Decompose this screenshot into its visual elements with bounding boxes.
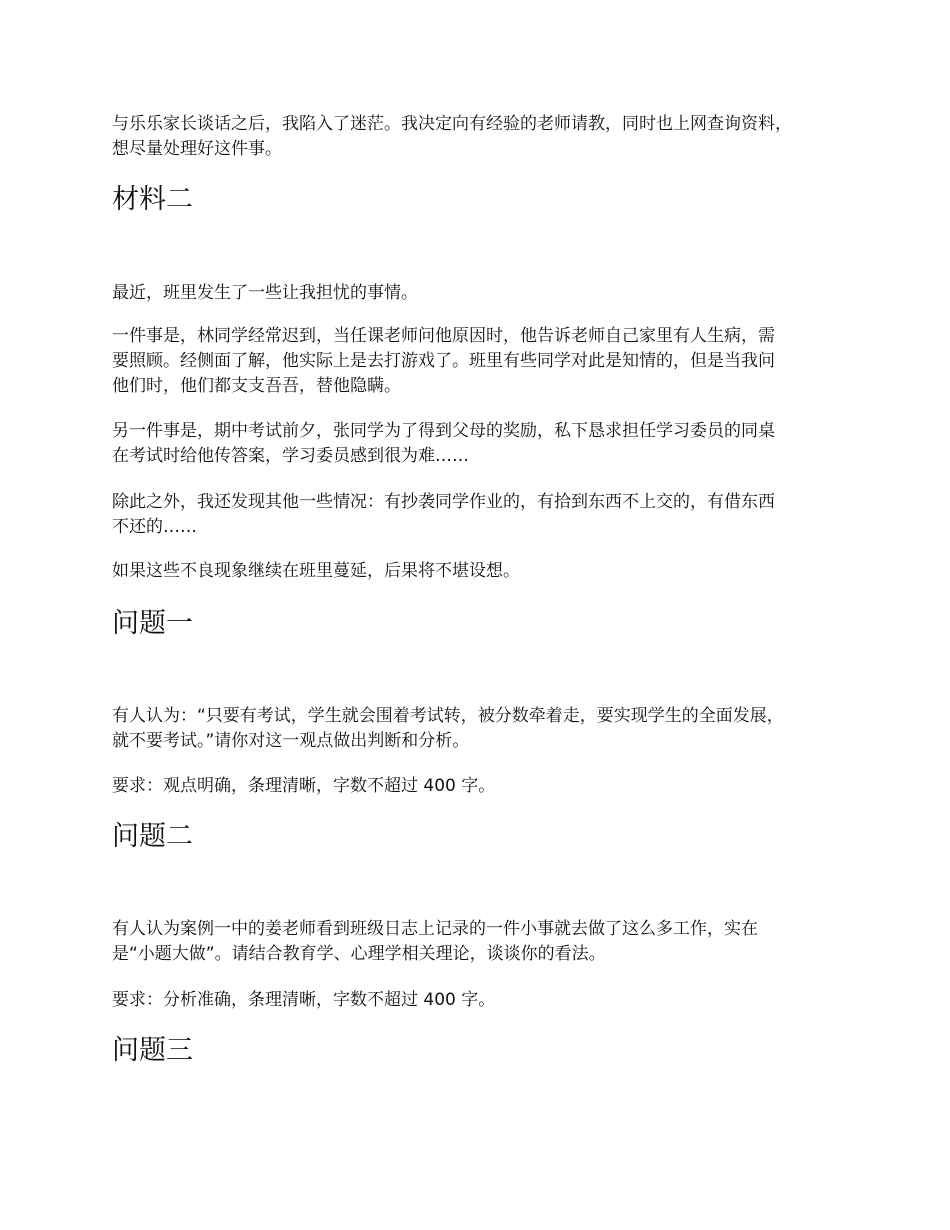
question-one-paragraph: 有人认为：“只要有考试，学生就会围着考试转，被分数牵着走，要实现学生的全面发展， 就不要考试。”请你对这一观点做出判断和分析。 xyxy=(112,706,784,751)
material-two-paragraph-3: 另一件事是，期中考试前夕，张同学为了得到父母的奖励，私下恳求担任学习委员的同桌 在考试时给他传答案，学习委员感到很为难…… xyxy=(112,421,775,466)
material-two-paragraph-2: 一件事是，林同学经常迟到，当任课老师问他原因时，他告诉老师自己家里有人生病，需 要照顾。经侧面了解，他实际上是去打游戏了。班里有些同学对此是知情的，但是当我问 他们时，他们都支支吾吾，替他隐瞒。 xyxy=(112,326,775,396)
heading-question-two: 问题二 xyxy=(112,821,193,852)
question-two-paragraph: 有人认为案例一中的姜老师看到班级日志上记录的一件小事就去做了这么多工作，实在 是“小题大做”。请结合教育学、心理学相关理论，谈谈你的看法。 xyxy=(112,919,758,964)
intro-paragraph: 与乐乐家长谈话之后，我陷入了迷茫。我决定向有经验的老师请教，同时也上网查询资料， 想尽量处理好这件事。 xyxy=(112,114,792,159)
heading-question-one: 问题一 xyxy=(112,608,193,639)
material-two-paragraph-1: 最近，班里发生了一些让我担忧的事情。 xyxy=(112,283,418,303)
question-two-requirement: 要求：分析准确，条理清晰，字数不超过 400 字。 xyxy=(112,990,496,1010)
heading-question-three: 问题三 xyxy=(112,1035,193,1066)
material-two-paragraph-5: 如果这些不良现象继续在班里蔓延，后果将不堪设想。 xyxy=(112,561,520,581)
heading-material-two: 材料二 xyxy=(112,184,193,215)
material-two-paragraph-4: 除此之外，我还发现其他一些情况：有抄袭同学作业的，有拾到东西不上交的，有借东西 不还的…… xyxy=(112,492,775,537)
question-one-requirement: 要求：观点明确，条理清晰，字数不超过 400 字。 xyxy=(112,776,496,796)
